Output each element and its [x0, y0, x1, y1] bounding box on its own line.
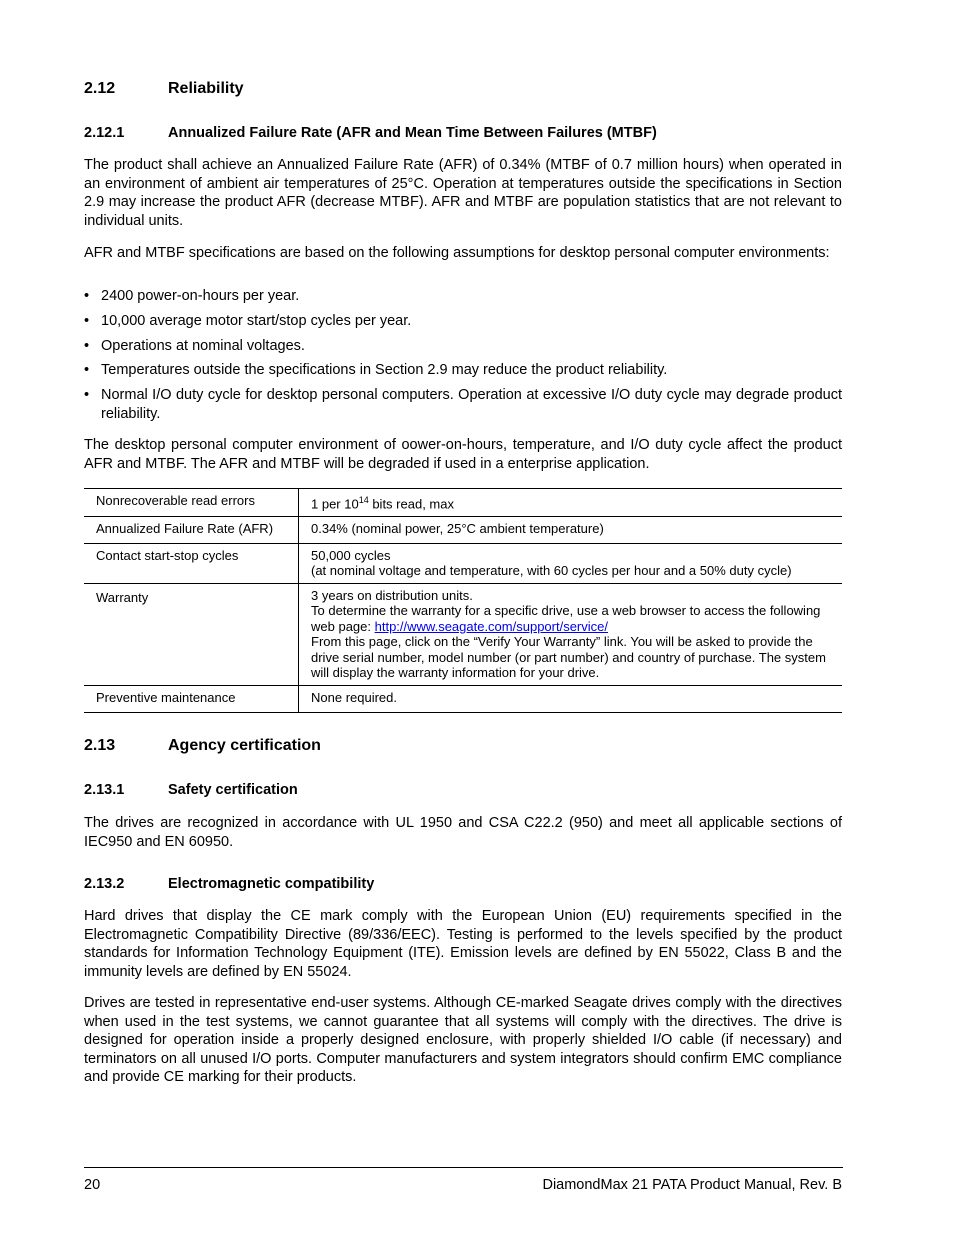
table-cell-value: None required. — [299, 685, 843, 712]
warranty-link[interactable]: http://www.seagate.com/support/service/ — [374, 618, 608, 634]
table-row — [84, 685, 842, 712]
table-row — [84, 543, 842, 583]
list-item: • 10,000 average motor start/stop cycles per year. — [84, 313, 412, 329]
reliability-table — [84, 488, 842, 713]
paragraph-environment: The desktop personal computer environment of oower-on-hours, temperature, and I/O duty cycle affect the product AFR and MTBF. The AFR and MTBF will be degraded if used in a enterprise application. — [84, 437, 842, 472]
list-item: • Temperatures outside the specifications in Section 2.9 may reduce the product reliability. — [84, 362, 668, 378]
table-cell-label: Contact start-stop cycles — [84, 543, 299, 583]
table-row — [84, 489, 842, 517]
table-cell-label: Nonrecoverable read errors — [84, 489, 299, 517]
paragraph-emc: Hard drives that display the CE mark comply with the European Union (EU) requirements specified in the Electromagnetic Compatibility Directive (89/336/EEC). Testing is performed to the levels specified by the product standards for Information Technology Equipment (ITE). Emission levels are defined by EN 55022, Class B and the immunity levels are defined by EN 55024. — [84, 908, 842, 980]
heading-2-13-1: 2.13.1 Safety certification — [84, 782, 298, 798]
table-row — [84, 583, 842, 685]
table-cell-value: 1 per $10^{14}$ bits read, max — [299, 489, 843, 517]
heading-2-12-1: 2.12.1 Annualized Failure Rate (AFR and Mean Time Between Failures (MTBF) — [84, 125, 657, 141]
table-cell-value: 3 years on distribution units. To determine the warranty for a specific drive, use a web browser to access the following web page: http://www.seagate.com/support/service/ From this page, click on the “Verify Your Warranty” link. You will be asked to provide the drive serial number, model number (or part number) and country of purchase. The system will display the warranty information for your drive. — [299, 583, 843, 685]
list-item: • Normal I/O duty cycle for desktop personal computers. Operation at excessive I/O duty cycle may degrade product reliability. — [84, 387, 842, 422]
table-row — [84, 516, 842, 543]
footer-divider — [84, 1167, 843, 1168]
table-cell-value: 50,000 cycles (at nominal voltage and temperature, with 60 cycles per hour and a 50% duty cycle) — [299, 543, 843, 583]
table-cell-label: Preventive maintenance — [84, 685, 299, 712]
paragraph-assumptions: AFR and MTBF specifications are based on the following assumptions for desktop personal computer environments: — [84, 245, 830, 261]
heading-2-13-2: 2.13.2 Electromagnetic compatibility — [84, 876, 375, 892]
list-item: • 2400 power-on-hours per year. — [84, 288, 300, 304]
paragraph-safety: The drives are recognized in accordance with UL 1950 and CSA C22.2 (950) and meet all applicable sections of IEC950 and EN 60950. — [84, 815, 842, 850]
table-cell-value: 0.34% (nominal power, 25°C ambient temperature) — [299, 516, 843, 543]
heading-2-13: 2.13 Agency certification — [84, 737, 321, 754]
table-cell-label: Annualized Failure Rate (AFR) — [84, 516, 299, 543]
list-item: • Operations at nominal voltages. — [84, 338, 305, 354]
footer-title: DiamondMax 21 PATA Product Manual, Rev. B — [542, 1177, 842, 1193]
page-number: 20 — [84, 1177, 101, 1193]
heading-2-12: 2.12 Reliability — [84, 80, 244, 97]
paragraph-afr-intro: The product shall achieve an Annualized Failure Rate (AFR) of 0.34% (MTBF of 0.7 million hours) when operated in an environment of ambient air temperatures of 25°C. Operation at temperatures outside the specifications in Section 2.9 may increase the product AFR (decrease MTBF). AFR and MTBF are population statistics that are not relevant to individual units. — [84, 157, 842, 229]
paragraph-testing: Drives are tested in representative end-user systems. Although CE-marked Seagate drives comply with the directives when used in the test systems, we cannot guarantee that all systems will comply with the directives. The drive is designed for operation inside a properly designed enclosure, with properly shielded I/O cable (if necessary) and terminators on all unused I/O ports. Computer manufacturers and system integrators should confirm EMC compliance and provide CE marking for their products. — [84, 995, 842, 1085]
table-cell-label: Warranty — [84, 583, 299, 685]
